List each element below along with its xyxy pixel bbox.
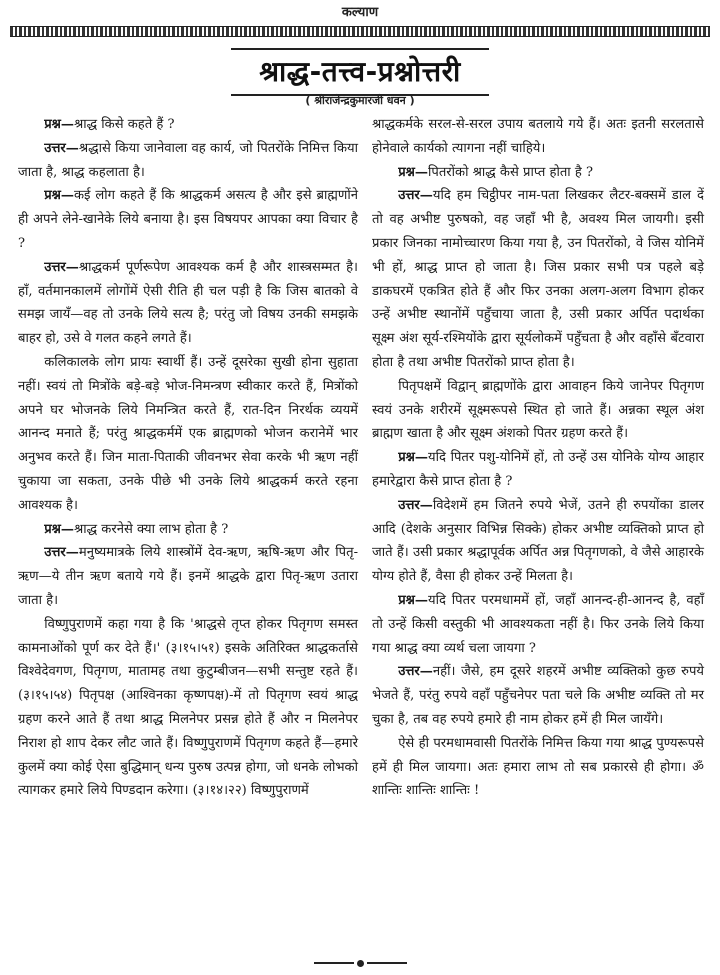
paragraph [372,589,704,660]
paragraph [372,494,704,589]
qa-label: उत्तर— [44,140,79,156]
paragraph [18,137,358,185]
paragraph-text: यदि हम चिट्ठीपर नाम-पता लिखकर लैटर-बक्समें डाल दें तो वह अभीष्ट पुरुषको, वह जहाँ भी है, अवश्य मिल जायगी। इसी प्रकार जिनका नामोच्चारण किया गया है, उन पितरोंको, वे जिस योनिमें भी हों, श्राद्ध प्राप्त हो जाता है। जिस प्रकार सभी पत्र पहले बड़े डाकघरमें एकत्रित होते हैं और फिर उनका अलग-अलग विभाग होकर उन्हें अभीष्ट स्थानोंमें पहुँचाया जाता है, उसी प्रकार अर्पित पदार्थका सूक्ष्म अंश सूर्य-रश्मियोंके द्वारा सूर्यलोकमें पहुँचता है और वहाँसे बँटवारा होता है तथा अभीष्ट पितरोंको प्राप्त होता है। [372,188,704,370]
paragraph-text: कलिकालके लोग प्रायः स्वार्थी हैं। उन्हें दूसरेका सुखी होना सुहाता नहीं। स्वयं तो मित्रोंके बड़े-बड़े भोज-निमन्त्रण स्वीकार करते हैं, मित्रोंको अपने घर भोजनके लिये निमन्त्रित करते हैं, रात-दिन निरर्थक व्ययमें आनन्द मनाते हैं; परंतु श्राद्धकर्ममें एक ब्राह्मणको भोजन करानेमें भार अनुभव करते हैं। जिन माता-पिताकी जीवनभर सेवा करके भी ऋण नहीं चुकाया जा सकता, उनके पीछे भी उनके लिये श्राद्धकर्म करते रहना आवश्यक है। [18,354,358,513]
paragraph [18,113,358,137]
author-byline: ( श्रीराजेन्द्रकुमारजी धवन ) [305,94,415,107]
qa-label: उत्तर— [44,545,79,561]
paragraph-text: विष्णुपुराणमें कहा गया है कि 'श्राद्धसे तृप्त होकर पितृगण समस्त कामनाओंको पूर्ण कर देते हैं।' (३।१५।५१) इसके अतिरिक्त श्राद्धकर्तासे विश्वेदेवगण, पितृगण, मातामह तथा कुटुम्बीजन—सभी सन्तुष्ट रहते हैं। (३।१५।५४) पितृपक्ष (आश्विनका कृष्णपक्ष)-में तो पितृगण स्वयं श्राद्ध ग्रहण करने आते हैं तथा श्राद्ध मिलनेपर प्रसन्न होते हैं और न मिलनेपर निराश हो शाप देकर लौट जाते हैं। विष्णुपुराणमें पितृगण कहते हैं—हमारे कुलमें क्या कोई ऐसा बुद्धिमान् धन्य पुरुष उत्पन्न होगा, जो धनके लोभको त्यागकर हमारे लिये पिण्डदान करेगा। (३।१४।२२) विष्णुपुराणमें [18,616,358,799]
paragraph [18,541,358,612]
qa-label: प्रश्न— [398,164,428,180]
qa-label: प्रश्न— [44,117,74,132]
title-frame [231,48,489,96]
paragraph-text: विदेशमें हम जितने रुपये भेजें, उतने ही रुपयोंका डालर आदि (देशके अनुसार विभिन्न सिक्के) होकर अभीष्ट व्यक्तिको प्राप्त हो जाते हैं। उसी प्रकार श्रद्धापूर्वक अर्पित अन्न पितृगणको, वे जैसे आहारके योग्य होते हैं, वैसा ही होकर उन्हें मिलता है। [372,497,704,585]
decorative-border [10,26,710,37]
qa-label: उत्तर— [398,188,433,204]
paragraph [18,256,358,351]
paragraph [18,613,358,803]
paragraph-text: श्राद्ध करनेसे क्या लाभ होता है ? [74,521,229,537]
paragraph [18,518,358,542]
ornament-dot [357,960,364,967]
paragraph [372,660,704,731]
paragraph [372,113,704,161]
paragraph [18,184,358,255]
paragraph-text: श्राद्धकर्मके सरल-से-सरल उपाय बतलाये गये हैं। अतः इतनी सरलतासे होनेवाले कार्यको त्यागना नहीं चाहिये। [372,117,704,156]
paragraph-text: यदि पितर परमधाममें हों, जहाँ आनन्द-ही-आनन्द है, वहाँ तो उन्हें किसी वस्तुकी भी आवश्यकता नहीं है। फिर उनके लिये किया गया श्राद्ध क्या व्यर्थ चला जायगा ? [372,592,704,656]
paragraph [372,446,704,494]
right-column [372,113,704,803]
paragraph [372,375,704,446]
paragraph-text: कई लोग कहते हैं कि श्राद्धकर्म असत्य है और इसे ब्राह्मणोंने ही अपने लेने-खानेके लिये बनाया है। इस विषयपर आपका क्या विचार है ? [18,188,358,251]
paragraph-text: श्राद्ध किसे कहते हैं ? [74,117,175,132]
paragraph-text: ऐसे ही परमधामवासी पितरोंके निमित्त किया गया श्राद्ध पुण्यरूपसे हमें ही मिल जायगा। अतः हमारा लाभ तो सब प्रकारसे ही होगा। ॐ शान्तिः शान्तिः शान्तिः ! [372,735,704,799]
ornament-line-right [367,962,407,964]
qa-label: उत्तर— [398,497,433,513]
qa-label: उत्तर— [44,259,79,275]
qa-label: उत्तर— [398,664,433,680]
paragraph-text: पितरोंको श्राद्ध कैसे प्राप्त होता है ? [428,164,593,180]
paragraph-text: यदि पितर पशु-योनिमें हों, तो उन्हें उस योनिके योग्य आहार हमारेद्वारा कैसे प्राप्त होता है ? [372,450,704,489]
qa-label: प्रश्न— [398,450,428,466]
ornament-line-left [314,962,354,964]
page-header [0,0,720,40]
paragraph-text: मनुष्यमात्रके लिये शास्त्रोंमें देव-ऋण, ऋषि-ऋण और पितृ-ऋण—ये तीन ऋण बताये गये हैं। इनमें श्राद्धके द्वारा पितृ-ऋण उतारा जाता है। [18,545,358,608]
paragraph [372,161,704,185]
qa-label: प्रश्न— [398,592,428,608]
left-column [18,113,358,803]
paragraph [372,732,704,803]
title-block [0,48,720,96]
qa-label: प्रश्न— [44,188,74,204]
paragraph [18,351,358,518]
paragraph-text: नहीं। जैसे, हम दूसरे शहरमें अभीष्ट व्यक्तिको कुछ रुपये भेजते हैं, परंतु रुपये वहाँ पहुँचनेपर पता चले कि अभीष्ट व्यक्ति तो मर चुका है, तब वह रुपये हमारे ही नाम होकर हमें ही मिल जायँगे। [372,664,704,727]
paragraph-text: श्रद्धासे किया जानेवाला वह कार्य, जो पितरोंके निमित्त किया जाता है, श्राद्ध कहलाता है। [18,140,358,180]
article-title: श्राद्ध-तत्त्व-प्रश्नोत्तरी [259,55,461,88]
footer-ornament [0,958,720,969]
paragraph-text: श्राद्धकर्म पूर्णरूपेण आवश्यक कर्म है और शास्त्रसम्मत है। हाँ, वर्तमानकालमें लोगोंमें ऐसी रीति ही चल पड़ी है कि जिस बातको वे समझ जायँ—वह तो उनके लिये सत्य है; परंतु जो विषय उनकी समझके बाहर हो, उसे वे गलत कहने लगते हैं। [18,259,358,347]
magazine-name: कल्याण [341,5,379,20]
paragraph [372,184,704,374]
qa-label: प्रश्न— [44,521,74,537]
paragraph-text: पितृपक्षमें विद्वान् ब्राह्मणोंके द्वारा आवाहन किये जानेपर पितृगण स्वयं उनके शरीरमें सूक्ष्मरूपसे स्थित हो जाते हैं। अन्नका स्थूल अंश ब्राह्मण खाता है और सूक्ष्म अंशको पितर ग्रहण करते हैं। [372,378,704,442]
